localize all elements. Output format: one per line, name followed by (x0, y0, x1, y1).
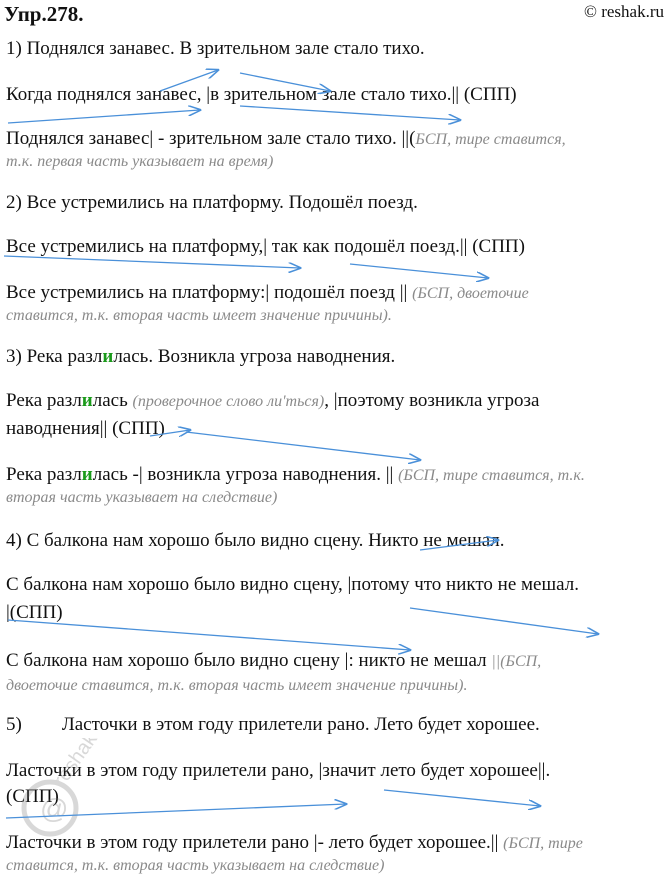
arrow (8, 110, 200, 123)
arrow (160, 70, 218, 91)
arrow (240, 73, 330, 91)
task-5-bsp-note-cont: ставится, т.к. вторая часть указывает на следствие) (6, 857, 385, 874)
task-4-spp: С балкона нам хорошо было видно сцену, |потому что никто не мешал. (6, 574, 579, 595)
exercise-title: Упр.278. (4, 2, 84, 26)
task-3-sentence: 3) Река разлилась. Возникла угроза наводнения. (6, 346, 396, 367)
arrow (420, 540, 498, 550)
svg-text:reshak.ru: reshak.ru (49, 738, 116, 791)
task-1-spp: Когда поднялся занавес, |в зрительном зале стало тихо.|| (СПП) (6, 84, 517, 105)
task-3-bsp-note: (БСП, тире ставится, т.к. (398, 467, 585, 484)
task-3-bsp: Река разлилась -| возникла угроза наводнения. || (БСП, тире ставится, т.к. (6, 464, 585, 485)
task-4-bsp-note: ||(БСП, (491, 653, 542, 670)
task-1-bsp-text: Поднялся занавес| - зрительном зале стало тихо. ||( (6, 128, 416, 149)
task-4-spp-cont: |(СПП) (6, 602, 63, 623)
task-3-bsp-note-cont: вторая часть указывает на следствие) (6, 489, 278, 506)
site-copyright: © reshak.ru (584, 2, 664, 21)
task-4-bsp-note-cont: двоеточие ставится, т.к. вторая часть имеет значение причины). (6, 677, 468, 694)
arrow (350, 264, 488, 278)
highlight-letter: и (81, 464, 93, 485)
task-3-check-word: (проверочное слово ли'ться) (132, 393, 325, 410)
task-1-sentence: 1) Поднялся занавес. В зрительном зале стало тихо. (6, 38, 425, 59)
task-5-spp-cont: (СПП) (6, 786, 59, 807)
task-5-bsp: Ласточки в этом году прилетели рано |- лето будет хорошее.|| (БСП, тире (6, 832, 583, 853)
svg-text:@: @ (40, 793, 69, 824)
task-1-bsp-note: БСП, тире ставится, (415, 131, 566, 148)
arrow (384, 790, 540, 806)
task-2-bsp-text: Все устремились на платформу:| подошёл поезд || (6, 282, 408, 303)
task-2-spp: Все устремились на платформу,| так как подошёл поезд.|| (СПП) (6, 236, 525, 257)
task-1-bsp-note-cont: т.к. первая часть указывает на время) (6, 153, 274, 170)
arrow (410, 608, 598, 634)
arrow (150, 430, 190, 436)
task-3-spp-cont: наводнения|| (СПП) (6, 418, 165, 439)
arrow (8, 620, 410, 650)
arrow (186, 432, 420, 460)
task-5-spp: Ласточки в этом году прилетели рано, |значит лето будет хорошее||. (6, 760, 551, 781)
arrow (240, 106, 460, 120)
task-2-bsp-note-cont: ставится, т.к. вторая часть имеет значение причины). (6, 307, 392, 324)
task-3-spp: Река разлилась (проверочное слово ли'ться), |поэтому возникла угроза (6, 390, 540, 411)
arrow (4, 256, 300, 268)
arrow (6, 804, 346, 818)
task-4-bsp: С балкона нам хорошо было видно сцену |: никто не мешал ||(БСП, (6, 650, 542, 671)
task-5-sentence: 5) Ласточки в этом году прилетели рано. Лето будет хорошее. (6, 714, 540, 735)
highlight-letter: и (102, 346, 114, 367)
task-2-sentence: 2) Все устремились на платформу. Подошёл поезд. (6, 192, 418, 213)
task-5-bsp-note: (БСП, тире (503, 835, 583, 852)
task-4-sentence: 4) С балкона нам хорошо было видно сцену. Никто не мешал. (6, 530, 505, 551)
highlight-letter: и (81, 390, 93, 411)
task-2-bsp-note: (БСП, двоеточие (412, 285, 529, 302)
